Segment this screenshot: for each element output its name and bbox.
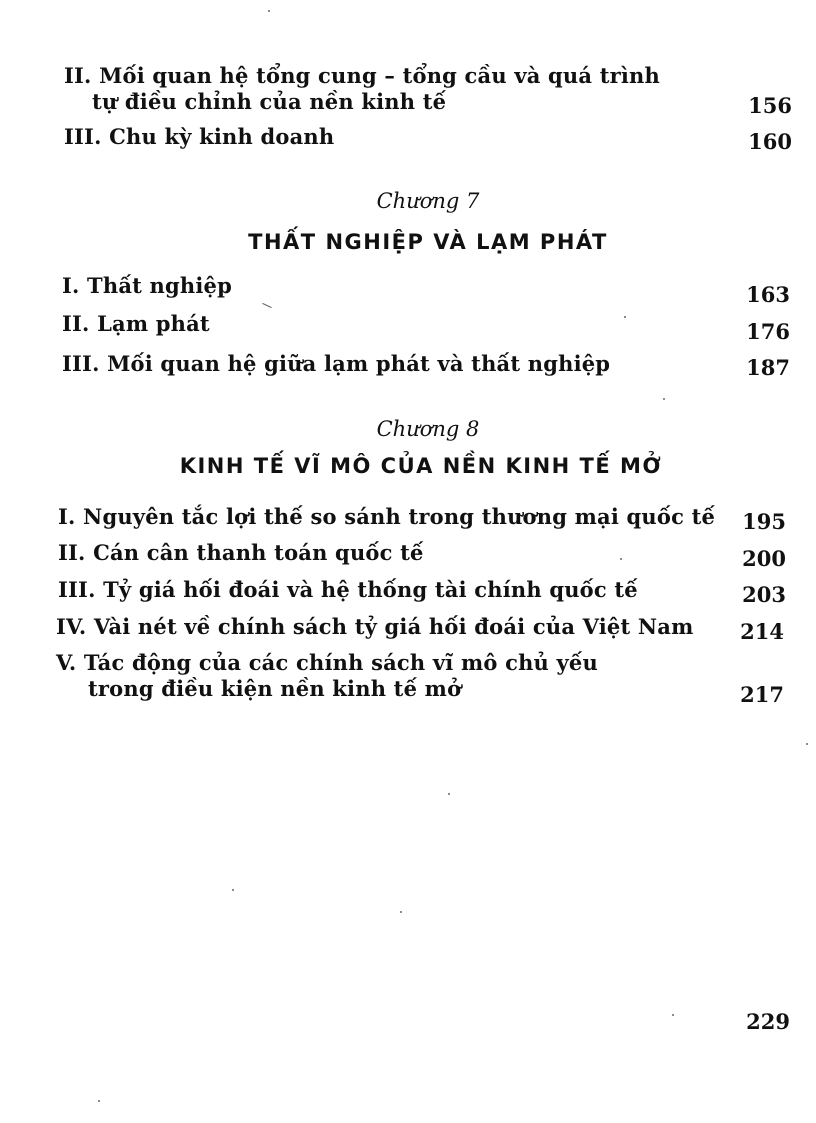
toc-entry-text: III. Tỷ giá hối đoái và hệ thống tài chính quốc tế [58, 577, 638, 602]
scan-speck [98, 1100, 100, 1102]
toc-entry-text: I. Thất nghiệp [62, 273, 233, 298]
chapter-title: THẤT NGHIỆP VÀ LẠM PHÁT [248, 230, 608, 254]
toc-entry-text: I. Nguyên tắc lợi thế so sánh trong thương mại quốc tế [58, 504, 716, 529]
footer-page-number: 229 [746, 1009, 790, 1034]
scan-speck [620, 558, 622, 560]
toc-page-number: 200 [742, 546, 786, 571]
toc-entry-text: II. Lạm phát [62, 311, 210, 336]
scan-speck [806, 743, 808, 745]
toc-page-number: 203 [742, 582, 786, 607]
scan-speck [663, 398, 665, 400]
toc-entry-text: III. Chu kỳ kinh doanh [64, 124, 335, 149]
toc-page-number: 214 [740, 619, 784, 644]
toc-entry-text: III. Mối quan hệ giữa lạm phát và thất nghiệp [62, 351, 611, 376]
scan-speck [262, 303, 271, 308]
toc-page-number: 160 [748, 129, 792, 154]
toc-page-number: 163 [746, 282, 790, 307]
toc-page-number: 195 [742, 509, 786, 534]
chapter-label: Chương 8 [376, 417, 480, 441]
toc-page-number: 176 [746, 319, 790, 344]
scan-speck [232, 889, 234, 891]
toc-page-number: 217 [740, 682, 784, 707]
toc-entry-text: trong điều kiện nền kinh tế mở [88, 676, 462, 701]
scan-speck [400, 911, 402, 913]
scan-speck [624, 316, 626, 318]
toc-entry-text: V. Tác động của các chính sách vĩ mô chủ yếu [56, 650, 598, 675]
toc-entry-text: II. Cán cân thanh toán quốc tế [58, 540, 424, 565]
toc-page-number: 156 [748, 93, 792, 118]
chapter-title: KINH TẾ VĨ MÔ CỦA NỀN KINH TẾ MỞ [179, 454, 663, 478]
scan-speck [672, 1014, 674, 1016]
toc-entry-text: IV. Vài nét về chính sách tỷ giá hối đoái của Việt Nam [56, 614, 694, 639]
scan-speck [448, 793, 450, 795]
chapter-label: Chương 7 [376, 189, 480, 213]
toc-entry-text: tự điều chỉnh của nền kinh tế [92, 89, 447, 114]
toc-entry-text: II. Mối quan hệ tổng cung – tổng cầu và quá trình [64, 63, 660, 88]
scan-speck [268, 10, 270, 12]
toc-page-number: 187 [746, 355, 790, 380]
